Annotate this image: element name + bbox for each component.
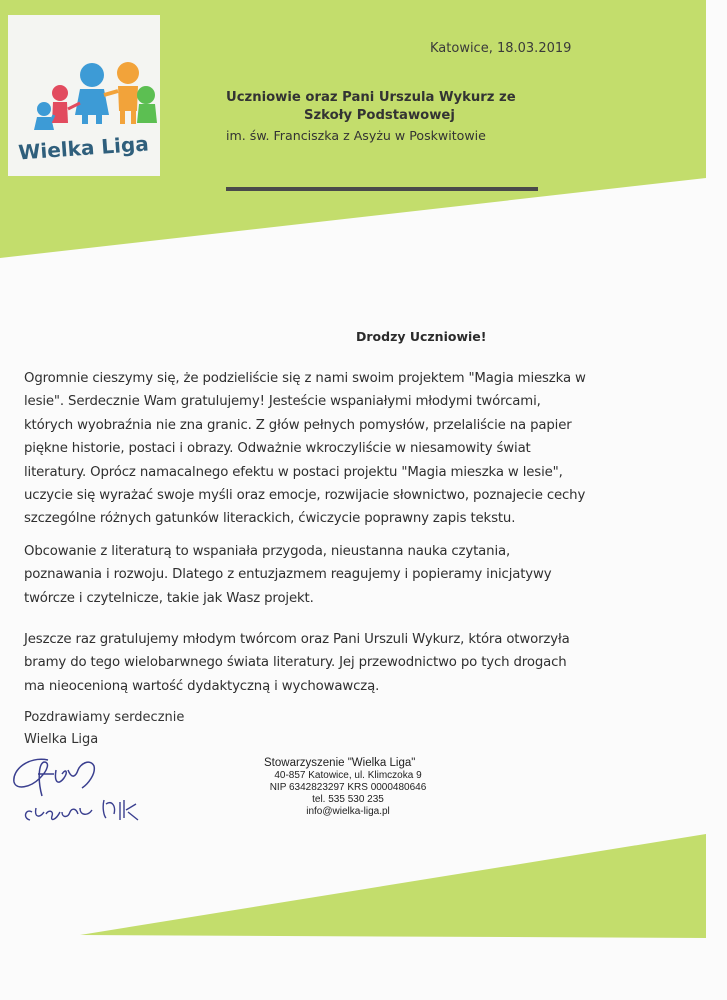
closing-line-2: Wielka Liga [24, 732, 99, 747]
text-line: literatury. Oprócz namacalnego efektu w postaci projektu "Magia mieszka w lesie", [24, 464, 563, 480]
text-line: których wyobraźnia nie zna granic. Z głów pełnych pomysłów, przelaliście na papier [24, 417, 572, 433]
logo [8, 15, 160, 176]
paragraph-2 [24, 540, 714, 610]
text-line: lesie". Serdecznie Wam gratulujemy! Jesteście wspaniałymi młodymi twórcami, [24, 394, 541, 410]
paragraph-1 [24, 367, 714, 531]
recipient-line-2: Szkoły Podstawowej [304, 108, 455, 123]
letter-date: Katowice, 18.03.2019 [430, 41, 572, 56]
letter-greeting: Drodzy Uczniowie! [356, 329, 487, 344]
text-line: Obcowanie z literaturą to wspaniała przygoda, nieustanna nauka czytania, [24, 544, 511, 559]
text-line: Ogromnie cieszymy się, że podzieliście się z nami swoim projektem "Magia mieszka w [24, 371, 586, 386]
organization-footer [258, 756, 438, 818]
organization-email[interactable]: info@wielka-liga.pl [306, 806, 390, 817]
organization-ids: NIP 6342823297 KRS 0000480646 [269, 782, 427, 793]
footer-green-wedge [80, 834, 706, 938]
header-divider-line [226, 187, 538, 191]
text-line: ma nieocenioną wartość dydaktyczną i wychowawczą. [24, 678, 380, 694]
text-line: poznawania i rozwoju. Dlatego z entuzjazmem reagujemy i popieramy inicjatywy [24, 567, 552, 583]
paragraph-3 [24, 628, 714, 698]
family-figures-logo-icon [8, 15, 160, 176]
organization-phone: tel. 535 530 235 [312, 794, 384, 805]
text-line: bramy do tego wielobarwnego świata literatury. Jej przewodnictwo po tych drogach [24, 655, 567, 671]
text-line: uczycie się wyrażać swoje myśli oraz emocje, rozwijacie słownictwo, poznajecie cechy [24, 488, 586, 504]
organization-address: 40-857 Katowice, ul. Klimczoka 9 [274, 770, 422, 781]
recipient-line-1: Uczniowie oraz Pani Urszula Wykurz ze [226, 90, 516, 105]
closing-line-1: Pozdrawiamy serdecznie [24, 710, 185, 725]
recipient-block [226, 90, 526, 143]
closing-block [24, 707, 184, 751]
text-line: piękne historie, postaci i obrazy. Odważnie wkroczyliście w niesamowity świat [24, 441, 531, 457]
recipient-line-3: im. św. Franciszka z Asyżu w Poskwitowie [226, 128, 486, 143]
text-line: Jeszcze raz gratulujemy młodym twórcom oraz Pani Urszuli Wykurz, która otworzyła [24, 632, 570, 647]
text-line: szczególne różnych gatunków literackich, ćwiczycie poprawny zapis tekstu. [24, 511, 516, 527]
text-line: twórcze i czytelnicze, takie jak Wasz projekt. [24, 590, 314, 606]
organization-name: Stowarzyszenie "Wielka Liga" [264, 757, 416, 769]
handwritten-signature [8, 752, 158, 832]
svg-text:Wielka Liga: Wielka Liga [17, 131, 150, 165]
